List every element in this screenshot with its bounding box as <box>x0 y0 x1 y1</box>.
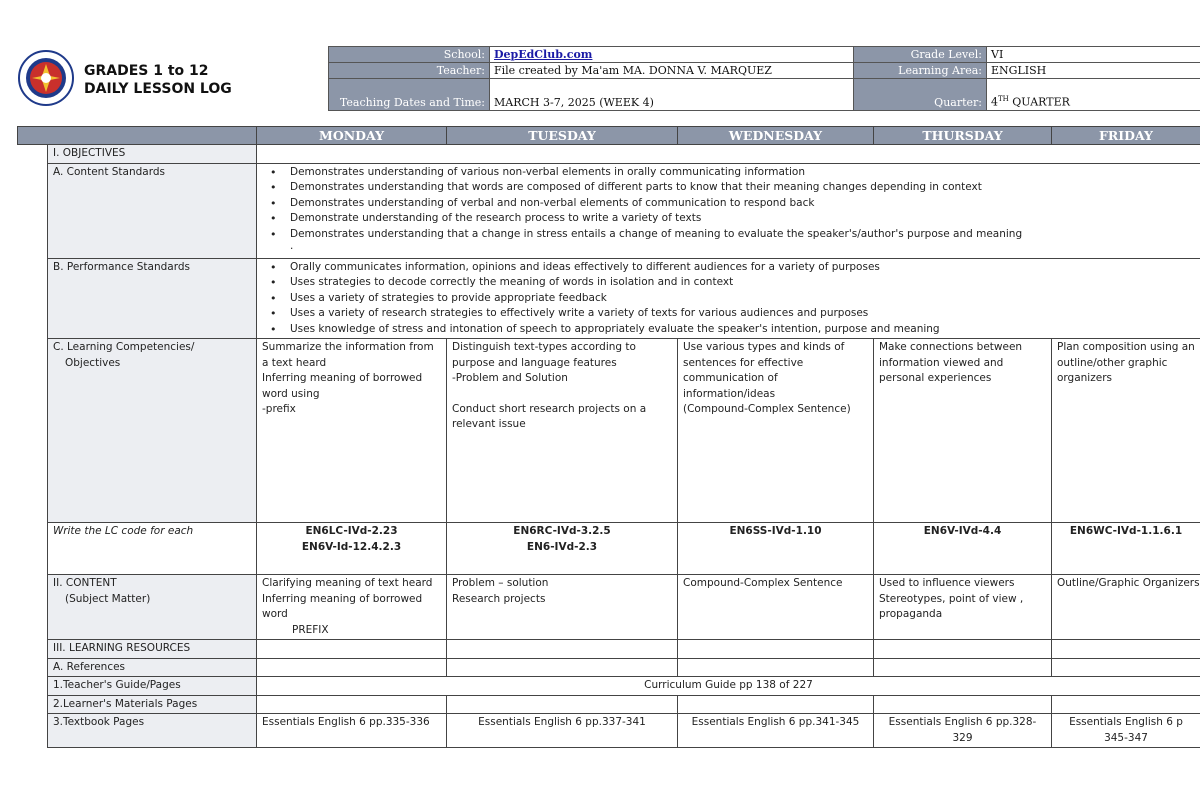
competency-text: Distinguish text-types according to purpose and language features <box>452 341 636 369</box>
day-header-row <box>18 127 1200 145</box>
content-standards-cell <box>257 163 1200 258</box>
lc-code: EN6WC-IVd-1.1.6.1 <box>1069 525 1183 537</box>
log-title-line2: DAILY LESSON LOG <box>84 81 232 97</box>
competency-spacer <box>452 387 672 402</box>
learners-materials-thursday <box>874 695 1052 714</box>
performance-standards-cell <box>257 258 1200 339</box>
objectives-cell <box>257 145 1200 164</box>
content-text: Compound-Complex Sentence <box>683 577 843 589</box>
competency-text: (Compound-Complex Sentence) <box>683 403 851 415</box>
teaching-dates-value: MARCH 3-7, 2025 (WEEK 4) <box>490 79 854 111</box>
lc-code-monday <box>257 523 447 575</box>
references-thursday <box>874 658 1052 677</box>
quarter-word: QUARTER <box>1012 96 1070 109</box>
references-monday <box>257 658 447 677</box>
resources-tuesday <box>447 640 678 659</box>
references-tuesday <box>447 658 678 677</box>
lc-code-thursday <box>874 523 1052 575</box>
grade-level-label: Grade Level: <box>854 47 987 63</box>
content-text: Inferring meaning of borrowed word <box>262 592 423 620</box>
competency-monday <box>257 339 447 523</box>
performance-standards-list <box>262 260 1195 338</box>
references-label: A. References <box>48 658 257 677</box>
resources-thursday <box>874 640 1052 659</box>
textbook-pages-monday: Essentials English 6 pp.335-336 <box>257 714 447 748</box>
quarter-suffix: TH <box>998 95 1009 104</box>
textbook-pages-wednesday: Essentials English 6 pp.341-345 <box>678 714 874 748</box>
learning-area-label: Learning Area: <box>854 63 987 79</box>
content-standard-item: • Demonstrates understanding that words are composed of different parts to know that their meaning changes depending in context <box>290 180 1195 196</box>
lc-code: EN6V-Id-12.4.2.3 <box>301 540 402 553</box>
quarter-number: 4 <box>991 96 998 109</box>
learners-materials-label: 2.Learner's Materials Pages <box>48 695 257 714</box>
teachers-guide-label: 1.Teacher's Guide/Pages <box>48 677 257 696</box>
header-info-table <box>328 46 1200 111</box>
competencies-label-line1: C. Learning Competencies/ <box>53 341 195 353</box>
competency-text: Use various types and kinds of sentences for effective communication of information/ideas <box>683 341 845 400</box>
lc-code-label: Write the LC code for each <box>48 523 257 575</box>
day-header-monday: MONDAY <box>257 127 447 145</box>
lc-code: EN6-IVd-2.3 <box>526 540 598 553</box>
resources-monday <box>257 640 447 659</box>
content-monday <box>257 575 447 640</box>
performance-standards-label: B. Performance Standards <box>48 258 257 339</box>
grade-level-value: VI <box>987 47 1200 63</box>
lc-code-wednesday <box>678 523 874 575</box>
textbook-pages-label: 3.Textbook Pages <box>48 714 257 748</box>
resources-wednesday <box>678 640 874 659</box>
competency-text: -prefix <box>262 403 296 415</box>
content-standard-item: • Demonstrates understanding of various non-verbal elements in orally communicating information <box>290 165 1195 181</box>
lc-code-tuesday <box>447 523 678 575</box>
teaching-dates-label: Teaching Dates and Time: <box>329 79 490 111</box>
lc-code: EN6SS-IVd-1.10 <box>729 525 822 537</box>
teacher-label: Teacher: <box>329 63 490 79</box>
performance-standard-item: • Uses a variety of strategies to provide appropriate feedback <box>290 291 1195 307</box>
learners-materials-wednesday <box>678 695 874 714</box>
content-tuesday <box>447 575 678 640</box>
learners-materials-tuesday <box>447 695 678 714</box>
content-text: Stereotypes, point of view , <box>879 592 1024 605</box>
performance-standard-item: • Uses knowledge of stress and intonation of speech to appropriately evaluate the speaker's intention, purpose and meaning <box>290 322 1195 338</box>
competencies-label-line2: Objectives <box>65 356 121 369</box>
competency-tuesday <box>447 339 678 523</box>
learners-materials-monday <box>257 695 447 714</box>
lc-code: EN6V-IVd-4.4 <box>923 525 1002 537</box>
competency-text: Plan composition using an outline/other graphic organizers <box>1057 341 1195 384</box>
content-friday <box>1052 575 1200 640</box>
learning-area-value: ENGLISH <box>987 63 1200 79</box>
lesson-log-table <box>17 126 1200 748</box>
content-label-line2: (Subject Matter) <box>65 592 151 605</box>
content-text: PREFIX <box>292 623 329 636</box>
content-text: Research projects <box>452 592 546 605</box>
performance-standard-item: • Orally communicates information, opinions and ideas effectively to different audiences for a variety of purposes <box>290 260 1195 276</box>
textbook-pages-tuesday: Essentials English 6 pp.337-341 <box>447 714 678 748</box>
competency-wednesday <box>678 339 874 523</box>
content-standard-item: • Demonstrate understanding of the research process to write a variety of texts <box>290 211 1195 227</box>
competency-thursday <box>874 339 1052 523</box>
lc-code-friday <box>1052 523 1200 575</box>
quarter-label: Quarter: <box>854 79 987 111</box>
day-header-tuesday: TUESDAY <box>447 127 678 145</box>
content-label-line1: II. CONTENT <box>53 577 117 589</box>
competencies-label <box>48 339 257 523</box>
school-label: School: <box>329 47 490 63</box>
competency-text: Conduct short research projects on a relevant issue <box>452 402 647 430</box>
textbook-pages-friday: Essentials English 6 p 345-347 <box>1052 714 1200 748</box>
content-standard-item: • Demonstrates understanding that a change in stress entails a change of meaning to evaluate the speaker's/author's purpose and meaning <box>290 227 1195 243</box>
performance-standard-item: • Uses a variety of research strategies to effectively write a variety of texts for various audiences and purposes <box>290 306 1195 322</box>
day-header-stub <box>18 127 257 145</box>
references-friday <box>1052 658 1200 677</box>
content-standard-item: • Demonstrates understanding of verbal and non-verbal elements of communication to respond back <box>290 196 1195 212</box>
deped-seal-logo <box>18 50 74 106</box>
content-standards-trailer: . <box>290 240 294 252</box>
log-title-line1: GRADES 1 to 12 <box>84 63 209 79</box>
content-text: Used to influence viewers <box>879 577 1015 589</box>
content-standards-label: A. Content Standards <box>48 163 257 258</box>
content-text: propaganda <box>879 608 943 620</box>
school-link[interactable]: DepEdClub.com <box>494 48 593 61</box>
content-wednesday <box>678 575 874 640</box>
content-standards-list <box>262 165 1195 243</box>
competency-text: Make connections between information viewed and personal experiences <box>879 341 1023 384</box>
competency-friday <box>1052 339 1200 523</box>
textbook-pages-thursday: Essentials English 6 pp.328-329 <box>874 714 1052 748</box>
competency-text: -Problem and Solution <box>452 372 568 384</box>
day-header-friday: FRIDAY <box>1052 127 1200 145</box>
references-wednesday <box>678 658 874 677</box>
competency-text: Summarize the information from a text heard <box>262 341 434 369</box>
teachers-guide-value: Curriculum Guide pp 138 of 227 <box>257 677 1200 696</box>
teacher-value: File created by Ma'am MA. DONNA V. MARQUEZ <box>490 63 854 79</box>
performance-standard-item: • Uses strategies to decode correctly the meaning of words in isolation and in context <box>290 275 1195 291</box>
content-thursday <box>874 575 1052 640</box>
objectives-heading: I. OBJECTIVES <box>48 145 257 164</box>
learners-materials-friday <box>1052 695 1200 714</box>
day-header-wednesday: WEDNESDAY <box>678 127 874 145</box>
content-label <box>48 575 257 640</box>
content-text: Problem – solution <box>452 577 549 589</box>
left-gutter <box>18 145 48 748</box>
day-header-thursday: THURSDAY <box>874 127 1052 145</box>
quarter-value <box>987 79 1200 111</box>
lc-code: EN6RC-IVd-3.2.5 <box>513 525 611 537</box>
resources-friday <box>1052 640 1200 659</box>
learning-resources-label: III. LEARNING RESOURCES <box>48 640 257 659</box>
lc-code: EN6LC-IVd-2.23 <box>305 525 398 537</box>
content-text: Clarifying meaning of text heard <box>262 577 433 589</box>
content-text: Outline/Graphic Organizers <box>1057 577 1200 589</box>
competency-text: Inferring meaning of borrowed word using <box>262 372 423 400</box>
